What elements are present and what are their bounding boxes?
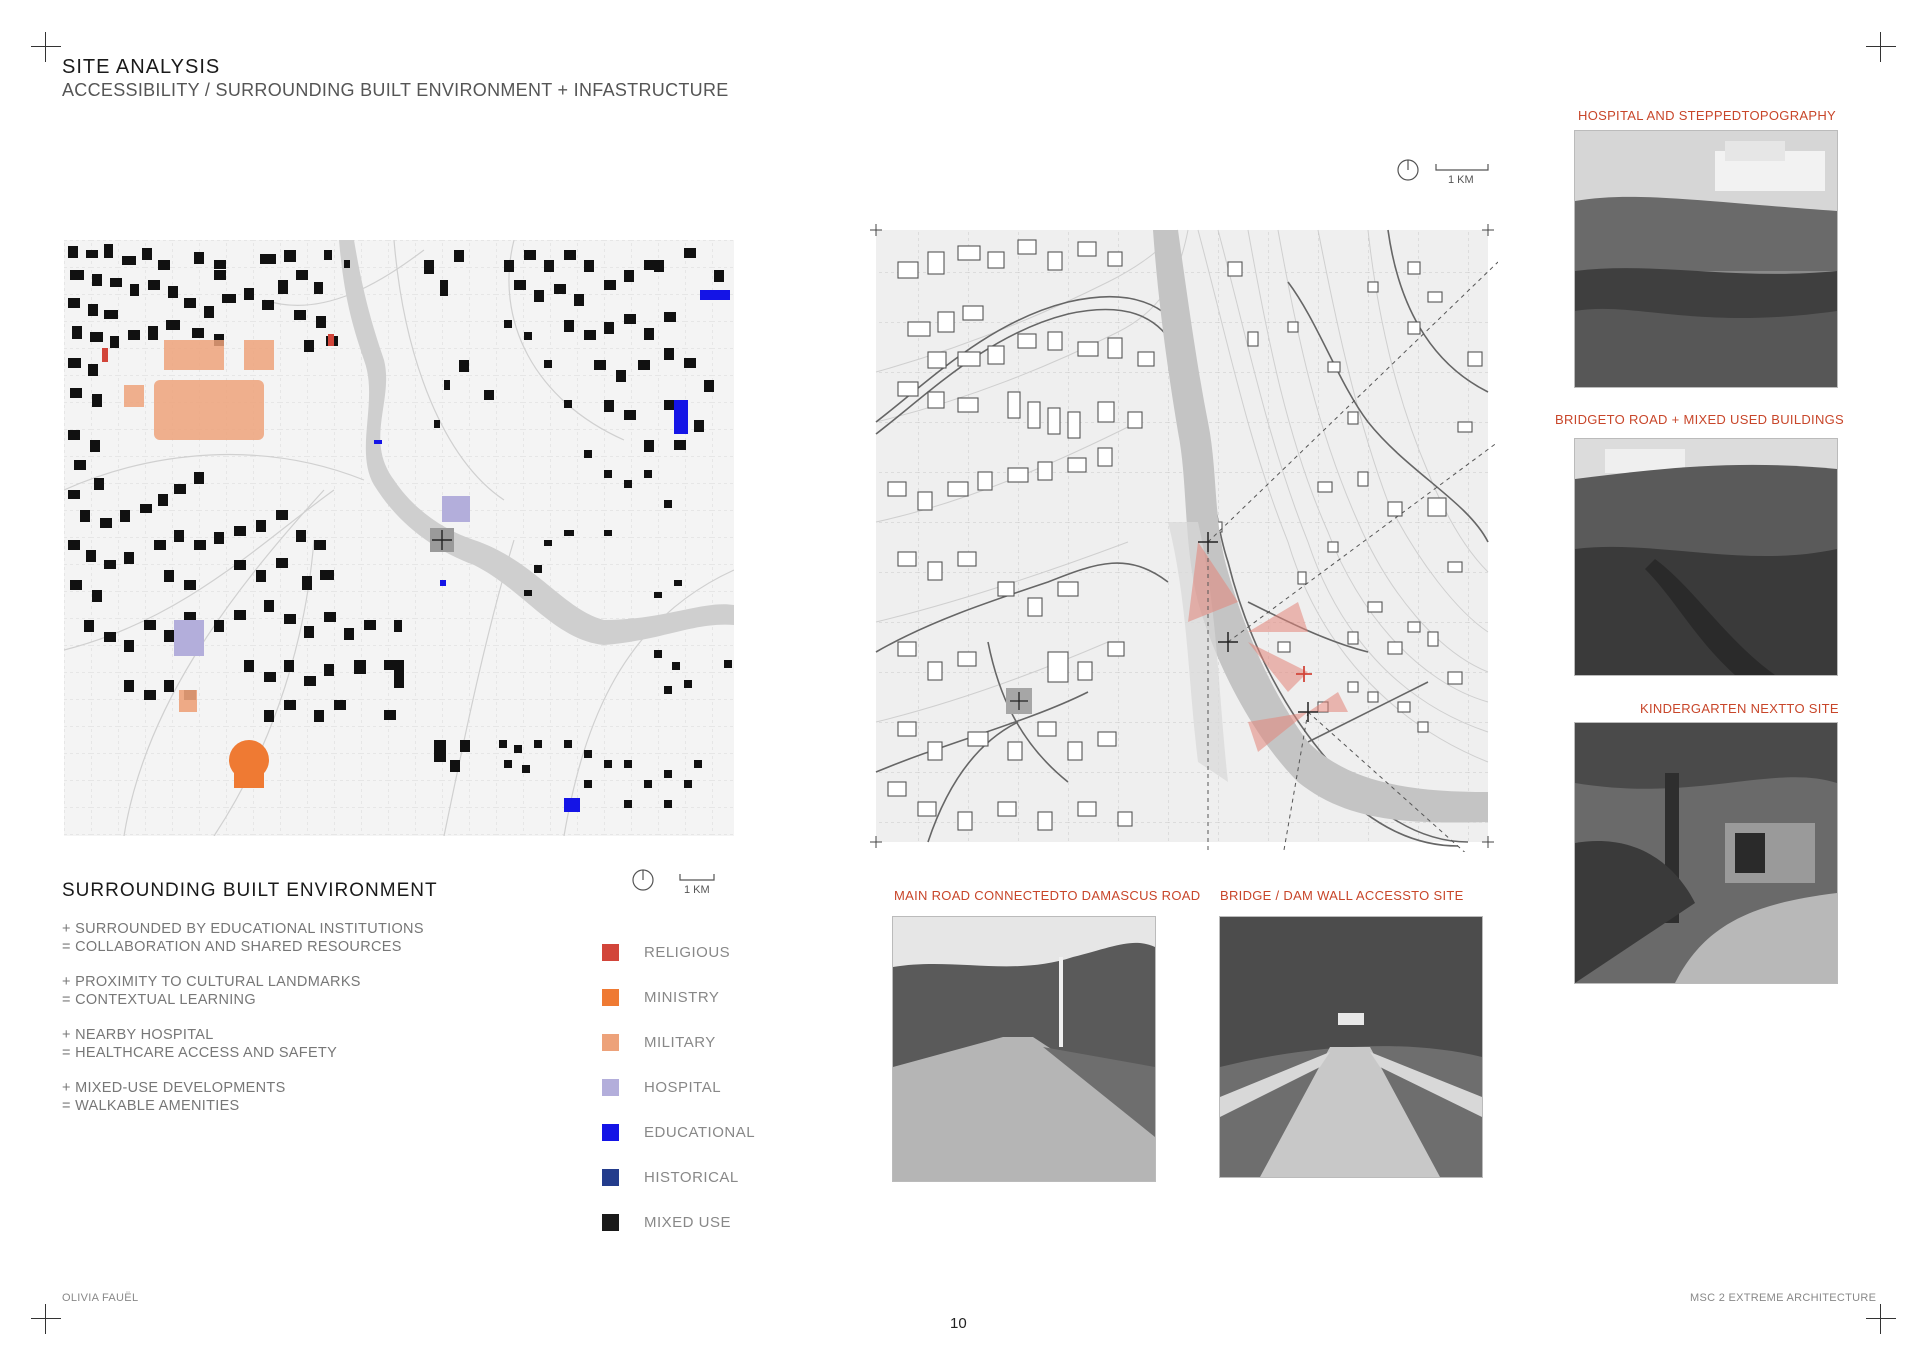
crop-mark-top-right bbox=[1866, 32, 1896, 62]
crop-mark-top-left bbox=[31, 32, 61, 62]
point-line: = HEALTHCARE ACCESS AND SAFETY bbox=[62, 1045, 338, 1061]
photo-main-road bbox=[892, 916, 1156, 1182]
legend-swatch bbox=[602, 1124, 619, 1141]
photo-bridge-dam-image bbox=[1220, 917, 1482, 1177]
legend-label: EDUCATIONAL bbox=[644, 1124, 756, 1141]
photo-bridge-dam bbox=[1219, 916, 1483, 1178]
north-arrow-icon bbox=[1396, 156, 1496, 192]
photo-main-road-image bbox=[893, 917, 1155, 1181]
caption-kindergarten: KINDERGARTEN NEXTTO SITE bbox=[1640, 701, 1839, 716]
point-line: = WALKABLE AMENITIES bbox=[62, 1098, 240, 1114]
legend-label: RELIGIOUS bbox=[644, 944, 731, 961]
photo-bridge-road bbox=[1574, 438, 1838, 676]
scale-label-right: 1 KM bbox=[1448, 174, 1474, 186]
point-line: + NEARBY HOSPITAL bbox=[62, 1027, 214, 1043]
caption-bridge-dam: BRIDGE / DAM WALL ACCESSTO SITE bbox=[1220, 888, 1464, 903]
figure-ground-map-drawing bbox=[64, 240, 734, 836]
caption-hospital: HOSPITAL AND STEPPEDTOPOGRAPHY bbox=[1578, 108, 1836, 123]
point-line: + MIXED-USE DEVELOPMENTS bbox=[62, 1080, 286, 1096]
point-line: = COLLABORATION AND SHARED RESOURCES bbox=[62, 939, 402, 955]
caption-main-road: MAIN ROAD CONNECTEDTO DAMASCUS ROAD bbox=[894, 888, 1201, 903]
photo-bridge-road-image bbox=[1575, 439, 1837, 675]
page-number: 10 bbox=[950, 1315, 967, 1332]
crop-mark-bottom-right bbox=[1866, 1304, 1896, 1334]
site-map-drawing bbox=[868, 222, 1498, 852]
point-cultural bbox=[62, 973, 361, 1009]
page-title: SITE ANALYSIS bbox=[62, 56, 221, 78]
point-mixed-use bbox=[62, 1079, 286, 1115]
legend-swatch bbox=[602, 1214, 619, 1231]
legend-swatch bbox=[602, 989, 619, 1006]
legend-label: MILITARY bbox=[644, 1034, 716, 1051]
photo-hospital bbox=[1574, 130, 1838, 388]
legend-label: HOSPITAL bbox=[644, 1079, 722, 1096]
figure-ground-map bbox=[64, 240, 734, 836]
legend-swatch bbox=[602, 1169, 619, 1186]
point-educational bbox=[62, 920, 424, 956]
point-line: = CONTEXTUAL LEARNING bbox=[62, 992, 256, 1008]
legend-swatch bbox=[602, 1079, 619, 1096]
footer-author: OLIVIA FAUËL bbox=[62, 1292, 139, 1304]
legend-label: MIXED USE bbox=[644, 1214, 732, 1231]
point-hospital bbox=[62, 1026, 337, 1062]
scale-label-left: 1 KM bbox=[684, 884, 710, 896]
footer-course: MSC 2 EXTREME ARCHITECTURE bbox=[1690, 1292, 1877, 1304]
page-subtitle: ACCESSIBILITY / SURROUNDING BUILT ENVIRONMENT + INFASTRUCTURE bbox=[62, 80, 729, 100]
site-map bbox=[868, 222, 1498, 852]
scale-bar-left bbox=[632, 866, 722, 902]
photo-hospital-image bbox=[1575, 131, 1837, 387]
photo-kindergarten bbox=[1574, 722, 1838, 984]
legend-label: MINISTRY bbox=[644, 989, 720, 1006]
crop-mark-bottom-left bbox=[31, 1304, 61, 1334]
caption-bridge-road: BRIDGETO ROAD + MIXED USED BUILDINGS bbox=[1555, 412, 1845, 427]
built-environment-title: SURROUNDING BUILT ENVIRONMENT bbox=[62, 880, 438, 901]
scale-bar-right bbox=[1396, 156, 1496, 192]
legend-swatch bbox=[602, 1034, 619, 1051]
point-line: + PROXIMITY TO CULTURAL LANDMARKS bbox=[62, 974, 361, 990]
point-line: + SURROUNDED BY EDUCATIONAL INSTITUTIONS bbox=[62, 921, 424, 937]
legend-label: HISTORICAL bbox=[644, 1169, 739, 1186]
photo-kindergarten-image bbox=[1575, 723, 1837, 983]
legend-swatch bbox=[602, 944, 619, 961]
